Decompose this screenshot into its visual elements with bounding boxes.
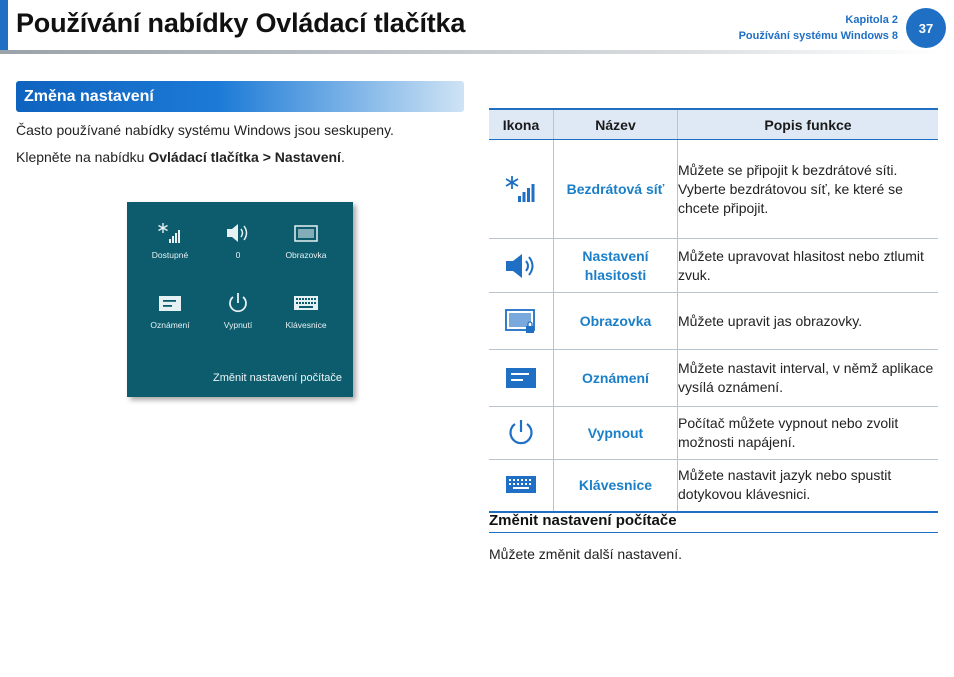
table-row xyxy=(489,140,938,239)
panel-tile-label: Vypnutí xyxy=(223,320,253,330)
row-name: Obrazovka xyxy=(554,293,678,350)
table-row xyxy=(489,460,938,512)
power-icon xyxy=(506,418,536,448)
page-title: Používání nabídky Ovládací tlačítka xyxy=(16,8,466,38)
panel-tile-keyboard[interactable] xyxy=(271,292,341,330)
row-name: Vypnout xyxy=(554,407,678,460)
panel-tile-wireless[interactable] xyxy=(135,222,205,260)
row-description: Můžete upravovat hlasitost nebo ztlumit zvuk. xyxy=(678,239,939,293)
chapter-label: Kapitola 2 xyxy=(845,14,898,26)
volume-icon xyxy=(504,251,538,281)
table-row xyxy=(489,239,938,293)
panel-tile-volume[interactable] xyxy=(203,222,273,260)
change-pc-settings-link[interactable]: Změnit nastavení počítače xyxy=(212,372,342,384)
panel-tile-screen[interactable] xyxy=(271,222,341,260)
panel-tile-label: Oznámení xyxy=(150,320,190,330)
subsection-text: Můžete změnit další nastavení. xyxy=(489,546,682,562)
page-number-badge: 37 xyxy=(906,8,946,48)
chapter-info xyxy=(739,12,898,44)
instruction-prefix: Klepněte na nabídku xyxy=(16,149,149,165)
notification-icon xyxy=(504,366,538,390)
panel-tile-label: Dostupné xyxy=(151,250,189,260)
row-name: Bezdrátová síť xyxy=(554,140,678,239)
instruction-text xyxy=(16,149,345,165)
table-row xyxy=(489,293,938,350)
panel-tile-power[interactable] xyxy=(203,292,273,330)
header-divider xyxy=(0,50,940,54)
header-description: Popis funkce xyxy=(678,109,939,140)
panel-tile-label: Obrazovka xyxy=(285,250,327,260)
notification-icon xyxy=(157,292,183,314)
row-description: Můžete nastavit interval, v němž aplikace vysílá oznámení. xyxy=(678,350,939,407)
row-description: Můžete se připojit k bezdrátové síti. Vyberte bezdrátovou síť, ke které se chcete připojit. xyxy=(678,140,939,239)
screen-icon xyxy=(293,222,319,244)
subsection-heading: Změnit nastavení počítače xyxy=(489,512,938,533)
table-header-row xyxy=(489,109,938,140)
chapter-subtitle: Používání systému Windows 8 xyxy=(738,30,898,42)
row-description: Můžete upravit jas obrazovky. xyxy=(678,293,939,350)
keyboard-icon xyxy=(293,292,319,314)
wireless-icon xyxy=(157,222,183,244)
instruction-suffix: . xyxy=(340,149,345,165)
power-icon xyxy=(225,292,251,314)
wireless-icon xyxy=(504,175,538,203)
row-name: Klávesnice xyxy=(554,460,678,512)
header-icon: Ikona xyxy=(489,109,554,140)
panel-tile-notification[interactable] xyxy=(135,292,205,330)
header-name: Název xyxy=(554,109,678,140)
row-name: Oznámení xyxy=(554,350,678,407)
section-heading: Změna nastavení xyxy=(16,81,464,112)
keyboard-icon xyxy=(505,474,537,496)
intro-text: Často používané nabídky systému Windows jsou seskupeny. xyxy=(16,122,394,138)
screen-icon xyxy=(504,307,538,335)
panel-tile-label: 0 xyxy=(235,250,241,260)
panel-tile-label: Klávesnice xyxy=(285,320,327,330)
row-description: Můžete nastavit jazyk nebo spustit dotykovou klávesnici. xyxy=(678,460,939,512)
function-table xyxy=(489,108,938,513)
table-row xyxy=(489,407,938,460)
table-row xyxy=(489,350,938,407)
settings-panel xyxy=(127,202,353,397)
row-description: Počítač můžete vypnout nebo zvolit možnosti napájení. xyxy=(678,407,939,460)
row-name: Nastavení hlasitosti xyxy=(554,239,678,293)
volume-icon xyxy=(225,222,251,244)
instruction-path: Ovládací tlačítka > Nastavení xyxy=(148,149,341,165)
title-accent-bar xyxy=(0,0,8,50)
